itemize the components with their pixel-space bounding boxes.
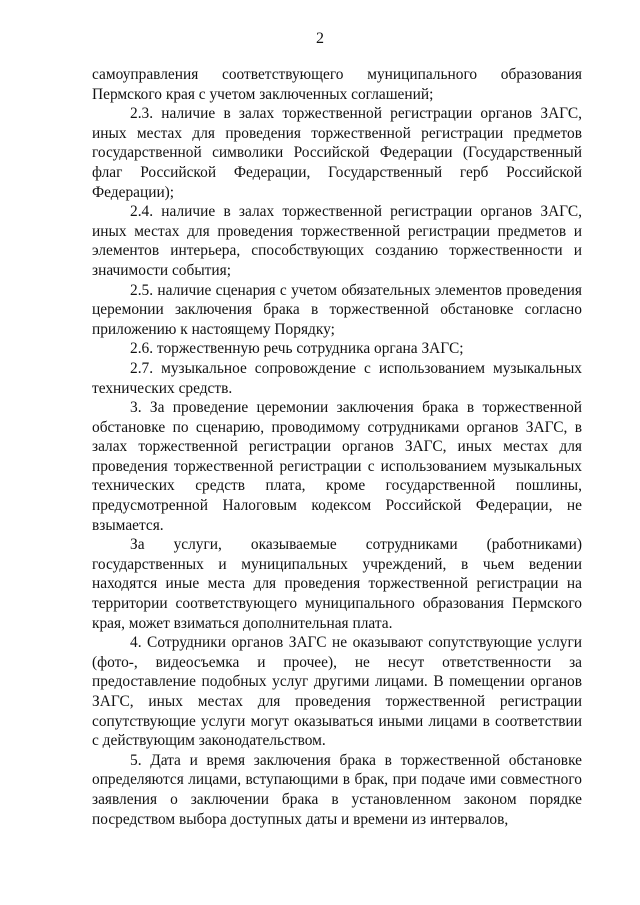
paragraph-item-4: 4. Сотрудники органов ЗАГС не оказывают сопутствующие услуги (фото-, видеосъемка и прочее), не несут ответственности за предоставление подобных услуг другими лицами. В помещении органов ЗАГС, иных местах для проведения торжественной регистрации сопутствующие услуги могут оказываться иными лицами в соответствии с действующим законодательством. [92,634,582,750]
paragraph-item-2-6: 2.6. торжественную речь сотрудника органа ЗАГС; [130,340,464,358]
paragraph-item-2-7: 2.7. музыкальное сопровождение с использованием музыкальных технических средств. [92,359,582,397]
paragraph-continuation: самоуправления соответствующего муниципального образования Пермского края с учетом заключенных соглашений; [92,66,582,103]
paragraph-item-2-3: 2.3. наличие в залах торжественной регистрации органов ЗАГС, иных местах для проведения торжественной регистрации предметов государственной символики Российской Федерации (Государственный флаг Российской Федерации, Государственный герб Российской Федерации); [92,105,582,201]
paragraph-item-3-fee: За услуги, оказываемые сотрудниками (работниками) государственных и муниципальных учреждений, в чьем ведении находятся иные места для проведения торжественной регистрации на территории соответствующего муниципального образования Пермского края, может взиматься дополнительная плата. [92,536,582,632]
paragraph-item-3: 3. За проведение церемонии заключения брака в торжественной обстановке по сценарию, проводимому сотрудниками органов ЗАГС, в залах торжественной регистрации органов ЗАГС, иных местах для проведения торжественной регистрации с использованием музыкальных технических средств плата, кроме государственной пошлины, предусмотренной Налоговым кодексом Российской Федерации, не взымается. [92,399,582,534]
paragraph-item-2-5: 2.5. наличие сценария с учетом обязательных элементов проведения церемонии заключения брака в торжественной обстановке согласно приложению к настоящему Порядку; [92,281,582,338]
document-body [92,65,582,829]
page-number: 2 [316,30,324,47]
paragraph-item-2-4: 2.4. наличие в залах торжественной регистрации органов ЗАГС, иных местах для проведения торжественной регистрации предметов и элементов интерьера, способствующих созданию торжественности и значимости события; [92,203,582,279]
paragraph-item-5: 5. Дата и время заключения брака в торжественной обстановке определяются лицами, вступающими в брак, при подаче ими совместного заявления о заключении брака в установленном законом порядке посредством выбора доступных даты и времени из интервалов, [92,751,582,828]
